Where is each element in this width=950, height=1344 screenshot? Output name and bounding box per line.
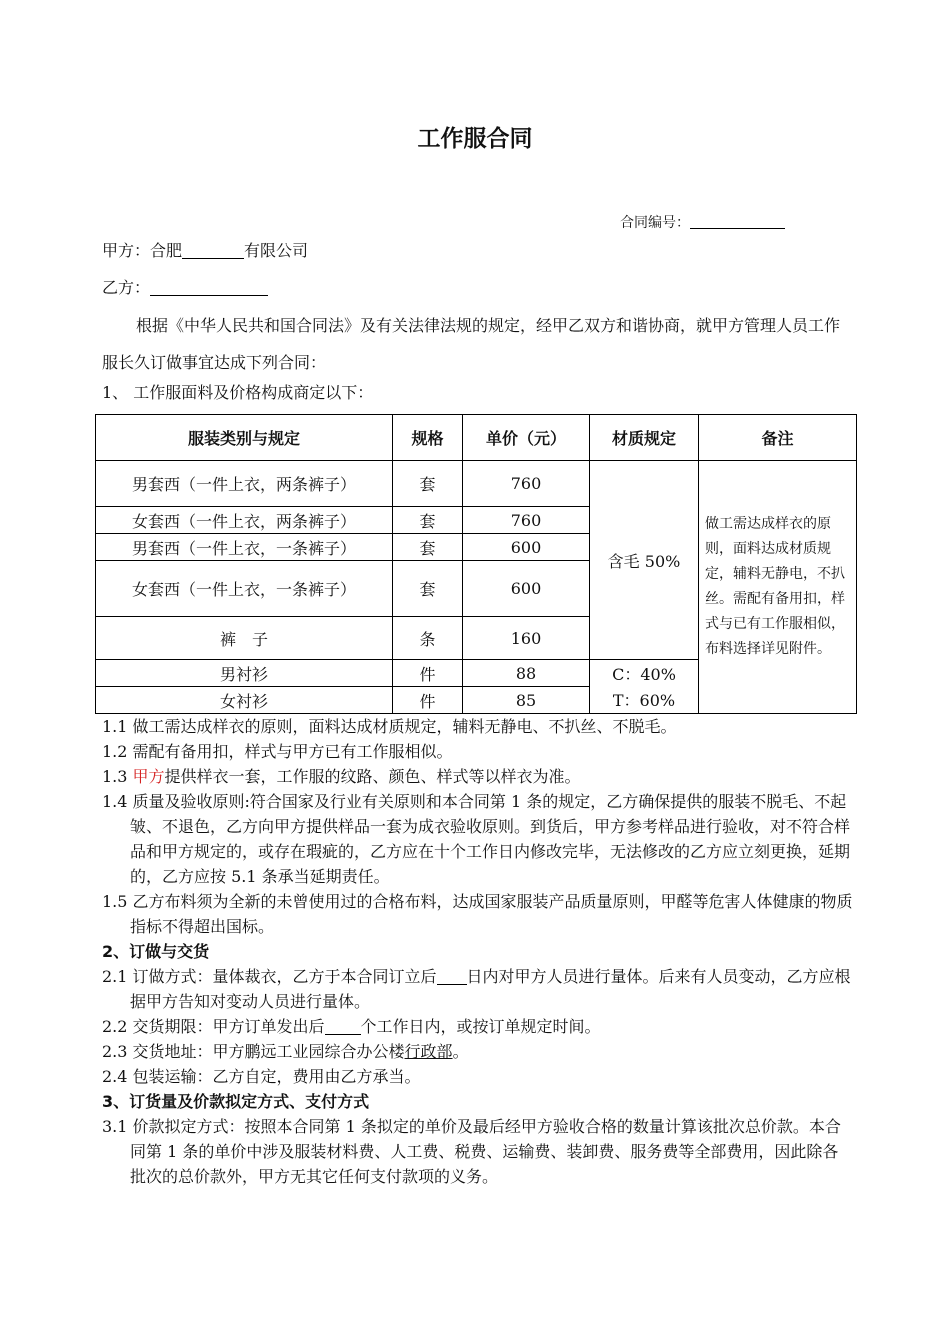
clause-1-4: 1.4 质量及验收原则:符合国家及行业有关原则和本合同第 1 条的规定，乙方确保提供的服装不脱毛、不起皱、不退色，乙方向甲方提供样品一套为成衣验收原则。到货后，甲方参考样品进行验收，对不符合样品和甲方规定的，或存在瑕疵的，乙方应在十个工作日内修改完毕，无法修改的乙方应立刻更换，延期的，乙方应按 5.1 条承当延期责任。 <box>102 792 851 886</box>
days-blank[interactable] <box>437 968 467 985</box>
row-unit: 套 <box>393 507 463 534</box>
header-price: 单价（元） <box>463 415 590 461</box>
material-wool: 含毛 50% <box>590 461 699 660</box>
row-name: 男套西（一件上衣，一条裤子） <box>96 534 393 561</box>
remark-cell: 做工需达成样衣的原则，面料达成材质规定，辅料无静电，不扒丝。需配有备用扣，样式与已有工作服相似，布料选择详见附件。 <box>699 461 857 714</box>
header-spec: 规格 <box>393 415 463 461</box>
row-name: 男套西（一件上衣，两条裤子） <box>96 461 393 507</box>
clause-2-4: 2.4 包装运输：乙方自定，费用由乙方承当。 <box>102 1067 421 1086</box>
clause-1-2: 1.2 需配有备用扣，样式与甲方已有工作服相似。 <box>102 742 453 761</box>
party-a-label: 甲方：合肥 <box>102 241 183 260</box>
clause-2-1 <box>102 964 854 1014</box>
clause-2-1-a: 2.1 订做方式：量体裁衣，乙方于本合同订立后 <box>102 967 437 986</box>
clause-2-3-b: 。 <box>452 1042 469 1061</box>
clause-2-2-a: 2.2 交货期限：甲方订单发出后 <box>102 1017 325 1036</box>
header-remark: 备注 <box>699 415 857 461</box>
table-header-row <box>96 415 857 461</box>
clause-2-2 <box>102 1014 854 1039</box>
contract-number-blank[interactable] <box>690 228 785 229</box>
row-price: 760 <box>463 461 590 507</box>
material-terylene: T：60% <box>590 687 699 714</box>
row-unit: 套 <box>393 461 463 507</box>
page-title: 工作服合同 <box>417 126 533 152</box>
party-b-blank[interactable] <box>150 279 268 296</box>
party-b-label: 乙方： <box>102 278 151 297</box>
row-price: 160 <box>463 617 590 660</box>
row-name: 女衬衫 <box>96 687 393 714</box>
clause-2-3 <box>102 1039 854 1064</box>
header-category: 服装类别与规定 <box>96 415 393 461</box>
section-3-heading: 3、订货量及价款拟定方式、支付方式 <box>102 1092 370 1111</box>
header-material: 材质规定 <box>590 415 699 461</box>
row-name: 男衬衫 <box>96 660 393 687</box>
row-price: 88 <box>463 660 590 687</box>
row-unit: 条 <box>393 617 463 660</box>
clause-2-3-dept: 行政部 <box>404 1042 453 1061</box>
party-a-suffix: 有限公司 <box>244 241 309 260</box>
row-name: 裤 子 <box>96 617 393 660</box>
price-table <box>95 414 857 714</box>
row-price: 85 <box>463 687 590 714</box>
clause-2-2-b: 个工作日内，或按订单规定时间。 <box>360 1017 601 1036</box>
party-b-line <box>102 275 268 298</box>
row-unit: 件 <box>393 660 463 687</box>
contract-number <box>620 212 785 232</box>
contract-number-label: 合同编号： <box>620 215 690 231</box>
clause-3-1: 3.1 价款拟定方式：按照本合同第 1 条拟定的单价及最后经甲方验收合格的数量计算该批次总价款。本合同第 1 条的单价中涉及服装材料费、人工费、税费、运输费、装卸费、服务费等全部费用，因此除各批次的总价款外，甲方无其它任何支付款项的义务。 <box>102 1117 841 1186</box>
row-unit: 套 <box>393 561 463 617</box>
party-a-line <box>102 238 308 261</box>
clauses <box>102 714 854 1189</box>
table-row <box>96 461 857 507</box>
clause-1-1: 1.1 做工需达成样衣的原则，面料达成材质规定，辅料无静电、不扒丝、不脱毛。 <box>102 717 677 736</box>
material-cotton: C：40% <box>590 660 699 687</box>
clause-2-1-b: 日内对甲方人员进行量体。后来有人员变动，乙方应根据甲方告知对变动人员进行量体。 <box>130 967 851 1011</box>
section-2-heading: 2、订做与交货 <box>102 942 210 961</box>
clause-1-5: 1.5 乙方布料须为全新的未曾使用过的合格布料，达成国家服装产品质量原则，甲醛等危害人体健康的物质指标不得超出国标。 <box>102 892 853 936</box>
row-price: 600 <box>463 561 590 617</box>
clause-1-3 <box>102 764 854 789</box>
clause-1-3-prefix: 1.3 <box>102 767 133 786</box>
row-name: 女套西（一件上衣，两条裤子） <box>96 507 393 534</box>
row-price: 760 <box>463 507 590 534</box>
clause-1-3-party-a: 甲方 <box>132 767 165 786</box>
row-name: 女套西（一件上衣，一条裤子） <box>96 561 393 617</box>
party-a-blank[interactable] <box>182 242 244 259</box>
workdays-blank[interactable] <box>325 1018 361 1035</box>
row-unit: 套 <box>393 534 463 561</box>
row-unit: 件 <box>393 687 463 714</box>
clause-1-3-rest: 提供样衣一套，工作服的纹路、颜色、样式等以样衣为准。 <box>164 767 581 786</box>
section-1-heading: 1、 工作服面料及价格构成商定以下： <box>102 383 374 402</box>
clause-2-3-a: 2.3 交货地址：甲方鹏远工业园综合办公楼 <box>102 1042 405 1061</box>
intro-paragraph: 根据《中华人民共和国合同法》及有关法律法规的规定，经甲乙双方和谐协商，就甲方管理人员工作服长久订做事宜达成下列合同： <box>102 316 841 372</box>
row-price: 600 <box>463 534 590 561</box>
